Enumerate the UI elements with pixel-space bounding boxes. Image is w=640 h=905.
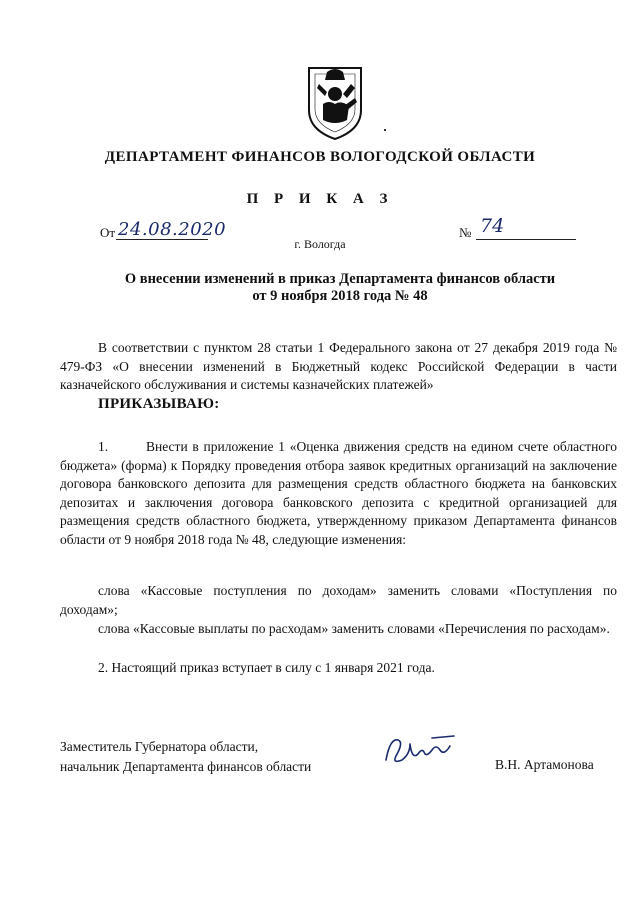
document-type-title: П Р И К А З — [246, 191, 394, 207]
intro-paragraph: В соответствии с пунктом 28 статьи 1 Федерального закона от 27 декабря 2019 года № 479-ФЗ «О внесении изменений в Бюджетный кодекс Российской Федерации в части казначейского обслуживания и системы казначейских платежей» — [60, 340, 617, 393]
item-1-paragraph — [60, 438, 617, 550]
date-handwritten: 24.08.2020 — [118, 219, 227, 240]
date-label: От — [100, 225, 116, 240]
department-name: ДЕПАРТАМЕНТ ФИНАНСОВ ВОЛОГОДСКОЙ ОБЛАСТИ — [104, 149, 536, 165]
item-1-number: 1. — [98, 439, 109, 454]
number-handwritten: 74 — [480, 215, 505, 237]
order-heading-line1: О внесении изменений в приказ Департамента финансов области — [124, 271, 556, 287]
change-2-paragraph: слова «Кассовые выплаты по расходам» заменить словами «Перечисления по расходам». — [98, 621, 610, 636]
order-heading — [60, 271, 620, 305]
item-1-text: Внести в приложение 1 «Оценка движения средств на едином счете областного бюджета» (форма) к Порядку проведения отбора заявок кредитных организаций на заключение договора банковского депозита для размещения средств областного бюджета на банковских депозитах и заключения договора банковского депозита с кредитной организацией для размещения средств областного бюджета, утвержденному приказом Департамента финансов области от 9 ноября 2018 года № 48, следующие изменения: — [60, 439, 617, 547]
item-2-paragraph: 2. Настоящий приказ вступает в силу с 1 января 2021 года. — [98, 660, 435, 675]
change-1-paragraph: слова «Кассовые поступления по доходам» заменить словами «Поступления по доходам»; — [60, 583, 617, 617]
city-name: г. Вологда — [294, 237, 346, 251]
signatory-position — [60, 737, 311, 777]
scan-mark — [384, 129, 386, 131]
signatory-position-line2: начальник Департамента финансов области — [60, 759, 312, 774]
coat-of-arms-emblem — [305, 64, 365, 142]
signatory-position-line1: Заместитель Губернатора области, — [60, 739, 259, 754]
handwritten-signature — [380, 730, 460, 770]
signatory-name: В.Н. Артамонова — [495, 757, 594, 772]
order-heading-line2: от 9 ноября 2018 года № 48 — [252, 288, 428, 304]
number-label: № — [459, 225, 472, 240]
order-word: ПРИКАЗЫВАЮ: — [98, 396, 220, 412]
